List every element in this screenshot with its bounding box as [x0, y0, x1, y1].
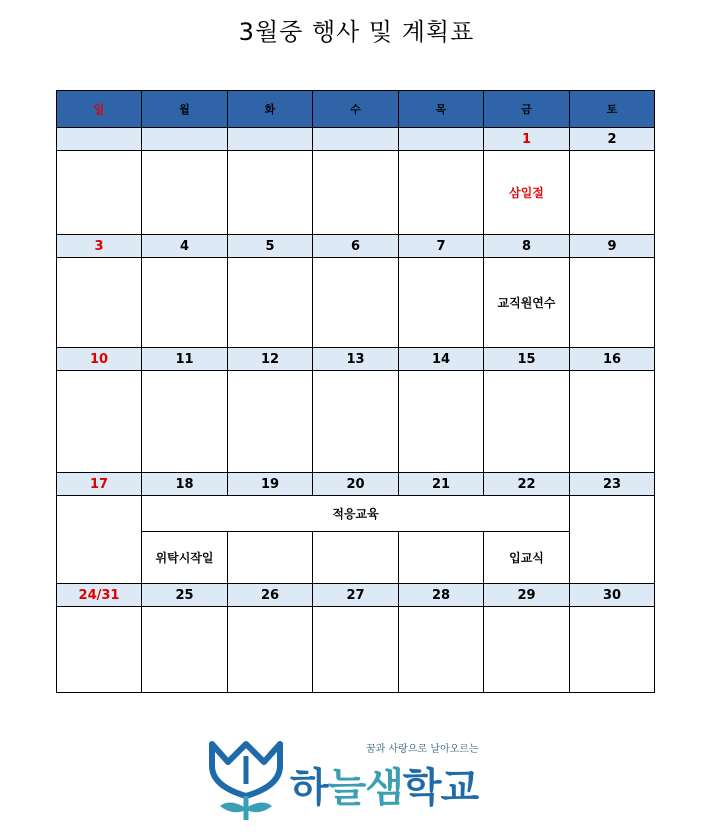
date-cell: 2 — [570, 128, 655, 151]
date-cell: 6 — [313, 235, 399, 258]
event-cell — [313, 607, 399, 693]
date-cell — [313, 128, 399, 151]
event-cell — [570, 151, 655, 235]
date-cell: 26 — [228, 584, 313, 607]
date-cell: 20 — [313, 473, 399, 496]
date-row — [57, 128, 655, 151]
event-cell — [313, 371, 399, 473]
date-cell: 8 — [484, 235, 570, 258]
event-cell — [570, 258, 655, 348]
weekday-wed: 수 — [313, 91, 399, 128]
weekday-tue: 화 — [228, 91, 313, 128]
event-cell — [570, 496, 655, 584]
date-cell: 17 — [57, 473, 142, 496]
date-cell — [228, 128, 313, 151]
date-cell — [142, 128, 228, 151]
date-cell: 10 — [57, 348, 142, 371]
school-logo — [206, 736, 496, 826]
date-cell: 29 — [484, 584, 570, 607]
event-cell — [142, 607, 228, 693]
weekday-sat: 토 — [570, 91, 655, 128]
weekday-fri: 금 — [484, 91, 570, 128]
date-row — [57, 348, 655, 371]
open-book-sprout-icon — [206, 736, 286, 824]
event-cell — [142, 258, 228, 348]
event-cell — [57, 496, 142, 584]
event-cell — [228, 607, 313, 693]
event-cell — [313, 258, 399, 348]
date-row — [57, 584, 655, 607]
event-cell — [228, 151, 313, 235]
date-cell: 24/31 — [57, 584, 142, 607]
date-cell: 11 — [142, 348, 228, 371]
event-cell — [570, 371, 655, 473]
event-holiday: 삼일절 — [484, 151, 570, 235]
event-cell — [228, 371, 313, 473]
date-cell: 15 — [484, 348, 570, 371]
event-cell — [313, 532, 399, 584]
logo-name-part: 하 — [290, 765, 328, 811]
page-title: 3월중 행사 및 계획표 — [238, 18, 475, 46]
event-cell — [570, 607, 655, 693]
date-cell: 12 — [228, 348, 313, 371]
date-cell: 23 — [570, 473, 655, 496]
date-row — [57, 235, 655, 258]
logo-school-name — [290, 756, 478, 813]
date-cell: 22 — [484, 473, 570, 496]
date-cell: 21 — [399, 473, 484, 496]
event-row — [57, 496, 655, 532]
date-cell — [399, 128, 484, 151]
logo-name-part: 학교 — [402, 765, 479, 811]
date-cell: 18 — [142, 473, 228, 496]
weekday-mon: 월 — [142, 91, 228, 128]
event-cell — [399, 532, 484, 584]
event-cell — [313, 151, 399, 235]
logo-name-part: 늘 — [327, 765, 366, 811]
date-cell: 27 — [313, 584, 399, 607]
event-row — [57, 151, 655, 235]
logo-tagline: 꿈과 사랑으로 날아오르는 — [366, 744, 479, 755]
event-cell — [228, 532, 313, 584]
event-cell — [399, 607, 484, 693]
date-cell: 28 — [399, 584, 484, 607]
event-adaptation-training: 적응교육 — [142, 496, 570, 532]
event-cell — [142, 151, 228, 235]
event-staff-training: 교직원연수 — [484, 258, 570, 348]
date-cell: 1 — [484, 128, 570, 151]
date-cell — [57, 128, 142, 151]
date-cell: 25 — [142, 584, 228, 607]
event-cell — [399, 371, 484, 473]
event-cell — [57, 607, 142, 693]
date-cell: 16 — [570, 348, 655, 371]
weekday-thu: 목 — [399, 91, 484, 128]
event-consignment-start: 위탁시작일 — [142, 532, 228, 584]
weekday-header-row — [57, 91, 655, 128]
event-cell — [57, 258, 142, 348]
date-cell: 3 — [57, 235, 142, 258]
event-entrance-ceremony: 입교식 — [484, 532, 570, 584]
date-cell: 7 — [399, 235, 484, 258]
logo-name-part: 샘 — [365, 765, 403, 811]
date-cell: 9 — [570, 235, 655, 258]
event-cell — [57, 371, 142, 473]
event-row — [57, 258, 655, 348]
calendar-table — [56, 90, 655, 693]
date-cell: 13 — [313, 348, 399, 371]
event-row — [57, 532, 655, 584]
event-cell — [484, 607, 570, 693]
date-row — [57, 473, 655, 496]
event-cell — [399, 258, 484, 348]
date-cell: 19 — [228, 473, 313, 496]
event-cell — [142, 371, 228, 473]
event-cell — [399, 151, 484, 235]
date-cell: 5 — [228, 235, 313, 258]
date-cell: 14 — [399, 348, 484, 371]
event-cell — [484, 371, 570, 473]
date-cell: 4 — [142, 235, 228, 258]
weekday-sun: 일 — [57, 91, 142, 128]
event-cell — [228, 258, 313, 348]
event-cell — [57, 151, 142, 235]
event-row — [57, 607, 655, 693]
event-row — [57, 371, 655, 473]
date-cell: 30 — [570, 584, 655, 607]
